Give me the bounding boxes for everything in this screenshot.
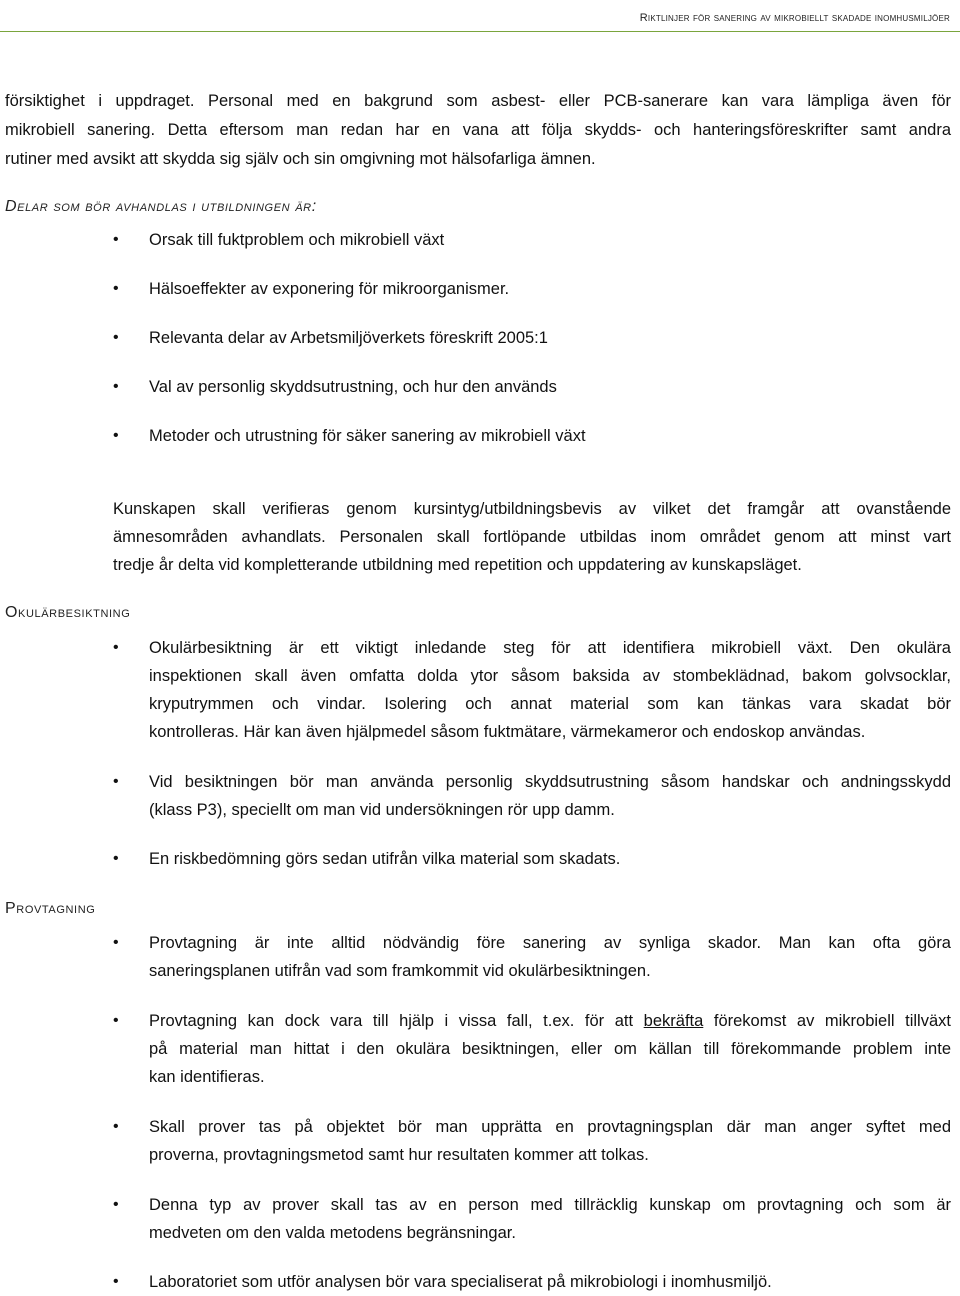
list-item — [149, 324, 951, 352]
training-heading: Delar som bör avhandlas i utbildningen är: — [5, 198, 317, 215]
list-item — [149, 422, 951, 450]
list-item-line: saneringsplanen utifrån vad som framkommit vid okulärbesiktningen. — [149, 962, 651, 980]
intro-paragraph — [5, 87, 951, 174]
underlined-word: bekräfta — [643, 1012, 704, 1030]
list-item-text: Provtagning kan dock vara till hjälp i vissa fall, t.ex. för att — [149, 1012, 634, 1030]
intro-line: rutiner med avsikt att skydda sig själv och sin omgivning mot hälsofarliga ämnen. — [5, 150, 596, 168]
list-item — [149, 1113, 951, 1169]
list-item — [149, 929, 951, 985]
list-item — [149, 1191, 951, 1247]
list-item-line: • Laboratoriet som utför analysen bör vara specialiserat på mikrobiologi i inomhusmiljö. — [149, 1273, 772, 1291]
list-item-text: • Metoder och utrustning för säker sanering av mikrobiell växt — [149, 427, 586, 445]
intro-line: försiktighet i uppdraget. Personal med en bakgrund som asbest- eller PCB-sanerare kan vara lämpliga även för — [5, 92, 951, 110]
list-item-text: • Hälsoeffekter av exponering för mikroorganismer. — [149, 280, 510, 298]
list-item-line: • Provtagning är inte alltid nödvändig före sanering av synliga skador. Man kan ofta göra — [149, 934, 951, 952]
list-item — [149, 1007, 951, 1091]
list-item-line: kontrolleras. Här kan även hjälpmedel såsom fuktmätare, värmekameror och endoskop användas. — [149, 723, 866, 741]
list-item — [149, 275, 951, 303]
note-line: Kunskapen skall verifieras genom kursintyg/utbildningsbevis av vilket det framgår att ovanstående — [113, 500, 951, 518]
list-item-line: kan identifieras. — [149, 1068, 265, 1086]
training-note — [113, 495, 951, 579]
inspection-heading: Okulärbesiktning — [5, 604, 131, 621]
list-item-text: • Relevanta delar av Arbetsmiljöverkets föreskrift 2005:1 — [149, 329, 548, 347]
list-item-text: • Val av personlig skyddsutrustning, och hur den används — [149, 378, 557, 396]
list-item-line: • Vid besiktningen bör man använda personlig skyddsutrustning såsom handskar och andningsskydd — [149, 773, 951, 791]
list-item-line: • Denna typ av prover skall tas av en person med tillräcklig kunskap om provtagning och som är — [149, 1196, 951, 1214]
list-item-line: proverna, provtagningsmetod samt hur resultaten kommer att tolkas. — [149, 1146, 649, 1164]
list-item-line: medveten om den valda metodens begränsningar. — [149, 1224, 516, 1242]
list-item — [149, 226, 951, 254]
list-item-line: på material man hittat i den okulära besiktningen, eller om källan till förekommande problem inte — [149, 1040, 951, 1058]
note-line: tredje år delta vid kompletterande utbildning med repetition och uppdatering av kunskapsläget. — [113, 556, 802, 574]
list-item — [149, 373, 951, 401]
intro-line: mikrobiell sanering. Detta eftersom man redan har en vana att följa skydds- och hanteringsföreskrifter samt andra — [5, 121, 951, 139]
note-line: ämnesområden avhandlats. Personalen skall fortlöpande utbildas inom området genom att minst vart — [113, 528, 951, 546]
list-item-line: • Okulärbesiktning är ett viktigt inledande steg för att identifiera mikrobiell växt. Den okulära — [149, 639, 951, 657]
header-rule — [0, 31, 960, 32]
list-item — [149, 845, 951, 873]
list-item — [149, 768, 951, 824]
list-item — [149, 634, 951, 746]
list-item — [149, 1268, 951, 1296]
list-item-text: förekomst av mikrobiell tillväxt — [713, 1012, 951, 1030]
list-item-text: • Orsak till fuktproblem och mikrobiell växt — [149, 231, 445, 249]
list-item-line — [149, 1007, 951, 1035]
sampling-heading: Provtagning — [5, 900, 96, 917]
list-item-line: inspektionen skall även omfatta dolda ytor såsom baksida av stombeklädnad, bakom golvsocklar, — [149, 667, 951, 685]
list-item-line: • En riskbedömning görs sedan utifrån vilka material som skadats. — [149, 850, 621, 868]
list-item-line: kryputrymmen och vindar. Isolering och annat material som kan tänkas vara skadat bör — [149, 695, 951, 713]
list-item-line: (klass P3), speciellt om man vid undersökningen rör upp damm. — [149, 801, 615, 819]
running-header: Riktlinjer för sanering av mikrobiellt skadade inomhusmiljöer — [639, 12, 950, 24]
list-item-line: • Skall prover tas på objektet bör man upprätta en provtagningsplan där man anger syftet med — [149, 1118, 951, 1136]
